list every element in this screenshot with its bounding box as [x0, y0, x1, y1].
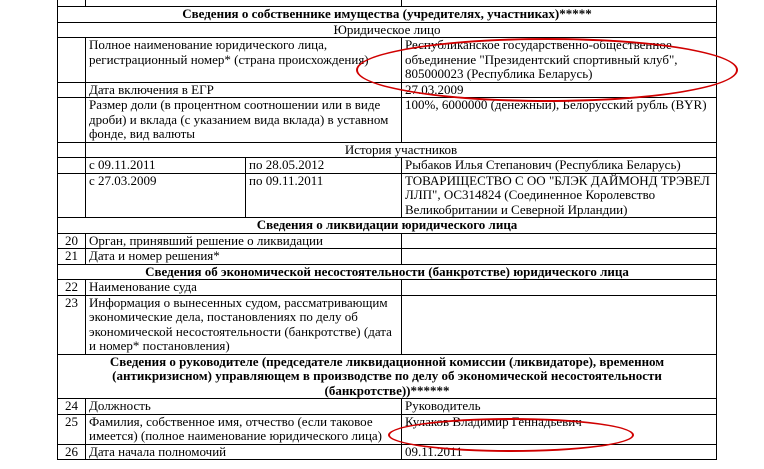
- row-value: Кулаков Владимир Геннадьевич: [402, 414, 717, 444]
- row-value: 09.11.2011: [402, 444, 717, 460]
- full-name-value: Республиканское государственно-общественное объединение "Президентский спортивный клуб", 805000023 (Республика Беларусь): [402, 38, 717, 83]
- manager-title: Сведения о руководителе (председателе ликвидационной комиссии (ликвидаторе), временном (антикризисном) управляющем в производстве по делу об экономической несостоятельности (банкротстве))******: [58, 354, 717, 399]
- bankruptcy-section-header: [58, 264, 717, 280]
- egr-date-value: 27.03.2009: [402, 82, 717, 98]
- legal-entity-header: [58, 22, 717, 38]
- registry-extract-document: [57, 0, 716, 460]
- table-row: [58, 399, 717, 415]
- row-number: 22: [58, 280, 86, 296]
- row-number: 21: [58, 249, 86, 265]
- table-row: [58, 82, 717, 98]
- table-row: [58, 38, 717, 83]
- legal-entity-heading: Юридическое лицо: [58, 22, 717, 38]
- table-row: [58, 233, 717, 249]
- manager-section-header: [58, 354, 717, 399]
- row-label: Фамилия, собственное имя, отчество (если таковое имеется) (полное наименование юридического лица): [86, 414, 402, 444]
- history-from-date: с 27.03.2009: [86, 173, 246, 218]
- history-header: [58, 142, 717, 158]
- table-row: [58, 295, 717, 354]
- table-row: [58, 444, 717, 460]
- share-label: Размер доли (в процентном соотношении или в виде дроби) и вклада (с указанием вида вклада) в уставном фонде, вид валюты: [86, 98, 402, 143]
- row-value: Руководитель: [402, 399, 717, 415]
- history-title: История участников: [86, 142, 717, 158]
- history-to-date: по 09.11.2011: [246, 173, 402, 218]
- liquidation-section-header: [58, 218, 717, 234]
- row-label: Информация о вынесенных судом, рассматривающим экономические дела, постановлениях по делу об экономической несостоятельности (банкротстве) (дата и номер* постановления): [86, 295, 402, 354]
- row-value: [402, 295, 717, 354]
- row-number: 24: [58, 399, 86, 415]
- bankruptcy-title: Сведения об экономической несостоятельности (банкротстве) юридического лица: [58, 264, 717, 280]
- row-label: Должность: [86, 399, 402, 415]
- owner-section-title: Сведения о собственнике имущества (учредителях, участниках)*****: [58, 7, 717, 23]
- row-value: [402, 280, 717, 296]
- history-participant: ТОВАРИЩЕСТВО С ОО "БЛЭК ДАЙМОНД ТРЭВЕЛ ЛЛП", ОС314824 (Соединенное Королевство Великобритании и Северной Ирландии): [402, 173, 717, 218]
- row-label: Дата начала полномочий: [86, 444, 402, 460]
- table-row: [58, 98, 717, 143]
- history-from-date: с 09.11.2011: [86, 158, 246, 174]
- row-label: Орган, принявший решение о ликвидации: [86, 233, 402, 249]
- history-to-date: по 28.05.2012: [246, 158, 402, 174]
- registry-table: [57, 0, 717, 460]
- row-number: 23: [58, 295, 86, 354]
- full-name-label: Полное наименование юридического лица, регистрационный номер* (страна происхождения): [86, 38, 402, 83]
- row-value: [402, 249, 717, 265]
- owner-section-header: [58, 7, 717, 23]
- row-number: 25: [58, 414, 86, 444]
- table-row: [58, 414, 717, 444]
- egr-date-label: Дата включения в ЕГР: [86, 82, 402, 98]
- row-number: 20: [58, 233, 86, 249]
- table-row: [58, 249, 717, 265]
- liquidation-title: Сведения о ликвидации юридического лица: [58, 218, 717, 234]
- history-participant: Рыбаков Илья Степанович (Республика Беларусь): [402, 158, 717, 174]
- row-label: Дата и номер решения*: [86, 249, 402, 265]
- history-row: [58, 173, 717, 218]
- row-number: 26: [58, 444, 86, 460]
- table-row: [58, 280, 717, 296]
- share-value: 100%, 6000000 (денежный), Белорусский рубль (BYR): [402, 98, 717, 143]
- history-row: [58, 158, 717, 174]
- row-label: Наименование суда: [86, 280, 402, 296]
- row-value: [402, 233, 717, 249]
